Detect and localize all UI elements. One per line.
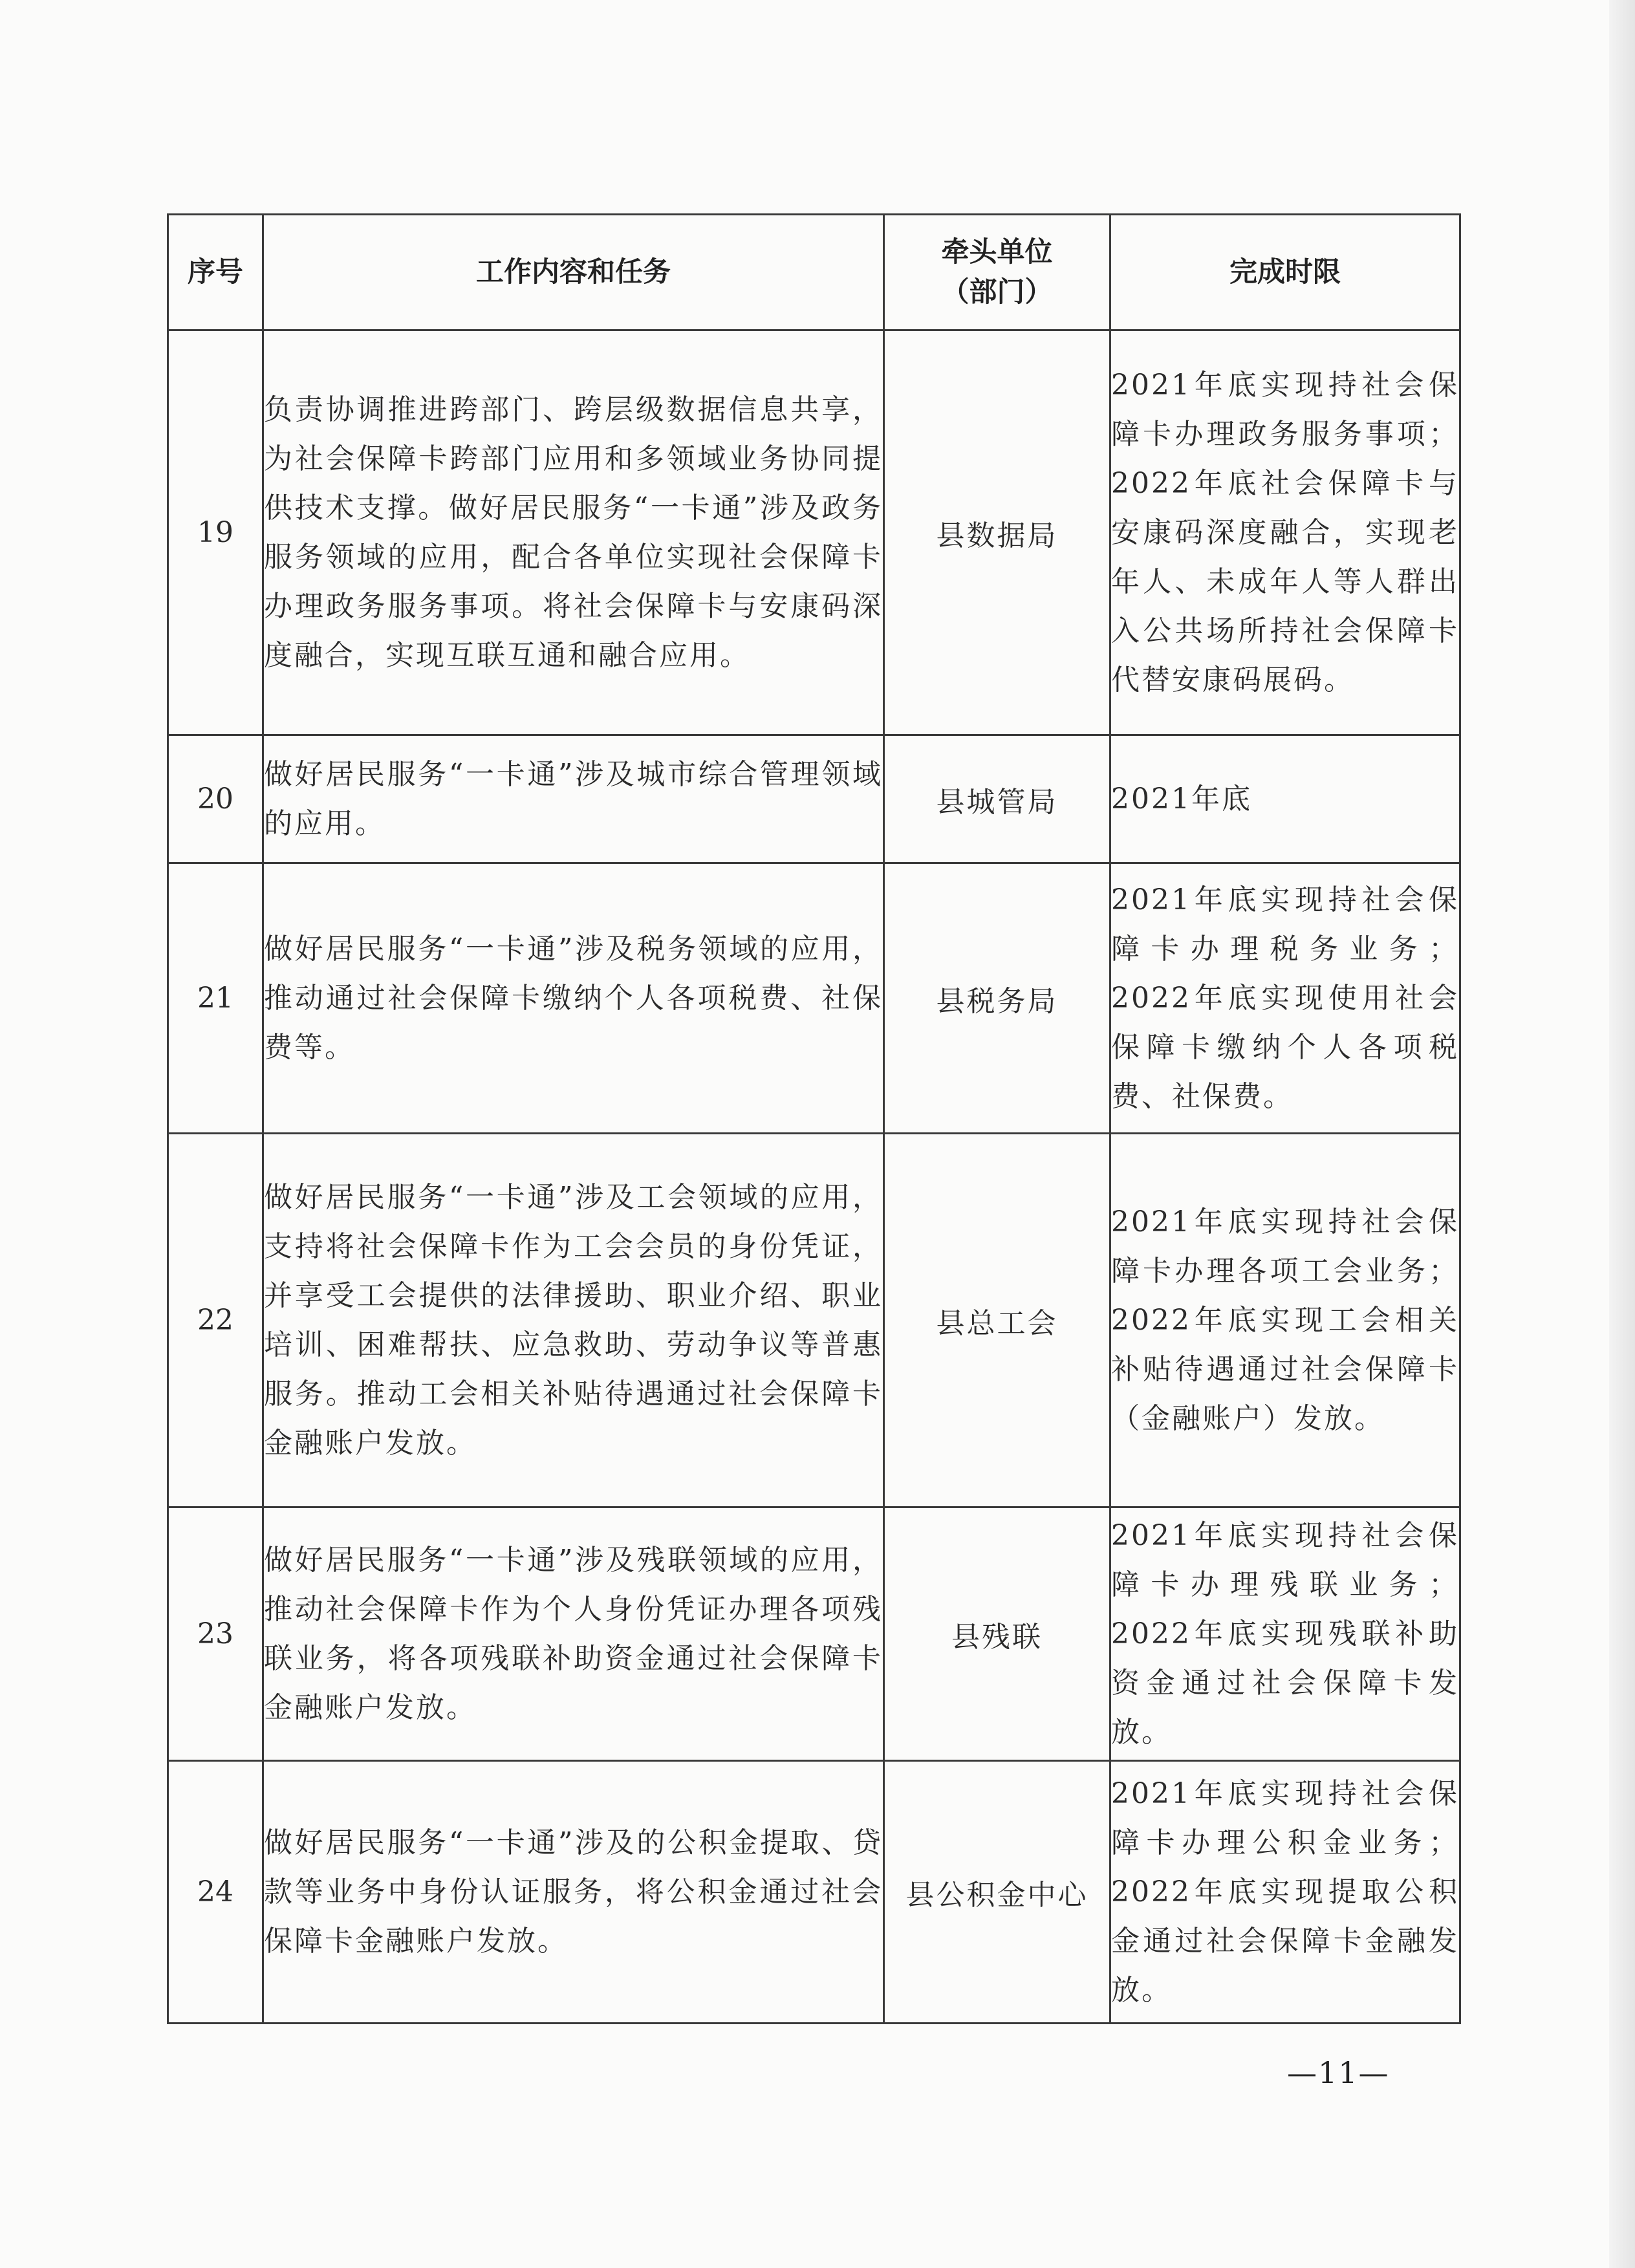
header-seq: 序号	[168, 215, 263, 330]
row-deadline: 2021年底实现持社会保障卡办理税务业务；2022年底实现使用社会保障卡缴纳个人各项税费、社保费。	[1110, 863, 1460, 1134]
row-seq: 24	[168, 1761, 263, 2024]
row-content: 负责协调推进跨部门、跨层级数据信息共享，为社会保障卡跨部门应用和多领域业务协同提供技术支撑。做好居民服务“一卡通”涉及政务服务领域的应用，配合各单位实现社会保障卡办理政务服务事项。将社会保障卡与安康码深度融合，实现互联互通和融合应用。	[263, 330, 884, 735]
table-row	[168, 1134, 1460, 1507]
table-header-row	[168, 215, 1460, 330]
row-deadline: 2021年底	[1110, 735, 1460, 863]
row-content: 做好居民服务“一卡通”涉及税务领域的应用，推动通过社会保障卡缴纳个人各项税费、社保费等。	[263, 863, 884, 1134]
row-dept: 县数据局	[884, 330, 1110, 735]
row-seq: 20	[168, 735, 263, 863]
row-dept: 县城管局	[884, 735, 1110, 863]
row-seq: 22	[168, 1134, 263, 1507]
header-deadline: 完成时限	[1110, 215, 1460, 330]
row-dept: 县残联	[884, 1507, 1110, 1761]
page-number: —11—	[1287, 2055, 1390, 2090]
row-deadline: 2021年底实现持社会保障卡办理各项工会业务；2022年底实现工会相关补贴待遇通过社会保障卡（金融账户）发放。	[1110, 1134, 1460, 1507]
table-row	[168, 1761, 1460, 2024]
row-deadline: 2021年底实现持社会保障卡办理政务服务事项；2022年底社会保障卡与安康码深度融合，实现老年人、未成年人等人群出入公共场所持社会保障卡代替安康码展码。	[1110, 330, 1460, 735]
header-content: 工作内容和任务	[263, 215, 884, 330]
header-dept-line1: 牵头单位	[941, 235, 1053, 268]
row-content: 做好居民服务“一卡通”涉及的公积金提取、贷款等业务中身份认证服务，将公积金通过社会保障卡金融账户发放。	[263, 1761, 884, 2024]
row-content: 做好居民服务“一卡通”涉及残联领域的应用，推动社会保障卡作为个人身份凭证办理各项残联业务，将各项残联补助资金通过社会保障卡金融账户发放。	[263, 1507, 884, 1761]
table-row	[168, 330, 1460, 735]
table-row	[168, 1507, 1460, 1761]
row-seq: 23	[168, 1507, 263, 1761]
page-edge-shadow	[1609, 0, 1635, 2268]
header-dept-line2: （部门）	[941, 276, 1053, 308]
task-table	[167, 213, 1461, 2024]
row-dept: 县税务局	[884, 863, 1110, 1134]
row-dept: 县总工会	[884, 1134, 1110, 1507]
header-dept	[884, 215, 1110, 330]
row-deadline: 2021年底实现持社会保障卡办理残联业务；2022年底实现残联补助资金通过社会保障卡发放。	[1110, 1507, 1460, 1761]
table-row	[168, 735, 1460, 863]
row-seq: 21	[168, 863, 263, 1134]
row-dept: 县公积金中心	[884, 1761, 1110, 2024]
row-seq: 19	[168, 330, 263, 735]
row-content: 做好居民服务“一卡通”涉及城市综合管理领域的应用。	[263, 735, 884, 863]
row-content: 做好居民服务“一卡通”涉及工会领域的应用，支持将社会保障卡作为工会会员的身份凭证，并享受工会提供的法律援助、职业介绍、职业培训、困难帮扶、应急救助、劳动争议等普惠服务。推动工会相关补贴待遇通过社会保障卡金融账户发放。	[263, 1134, 884, 1507]
row-deadline: 2021年底实现持社会保障卡办理公积金业务；2022年底实现提取公积金通过社会保障卡金融发放。	[1110, 1761, 1460, 2024]
table-row	[168, 863, 1460, 1134]
